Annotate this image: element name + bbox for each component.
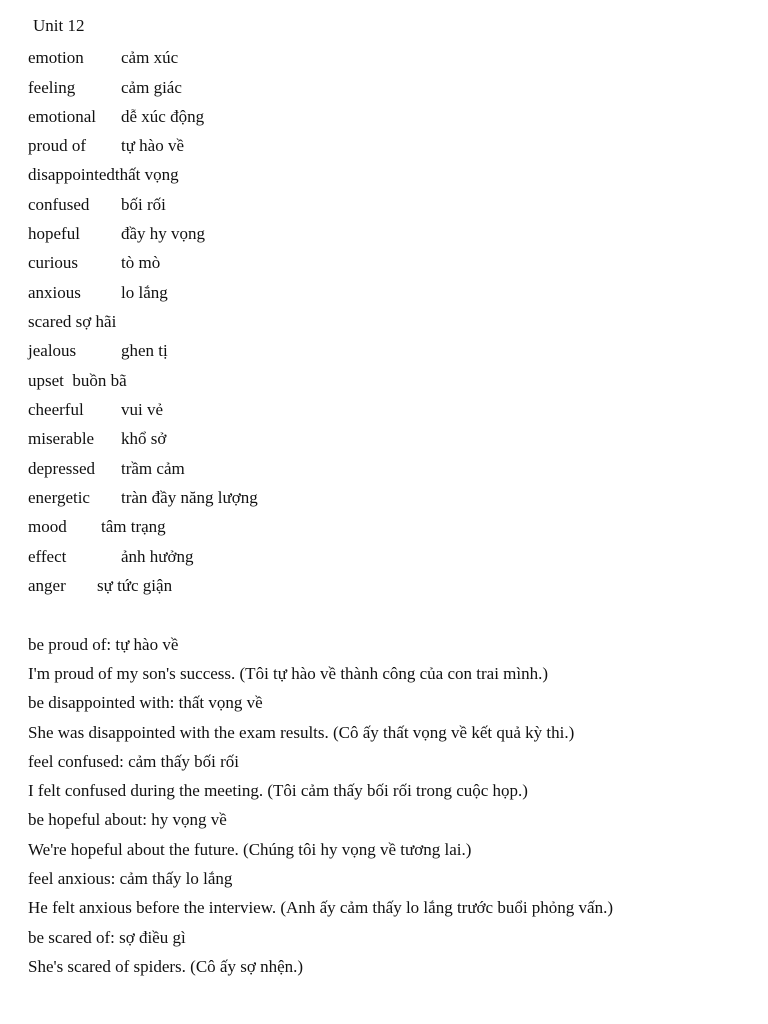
example-sentence: He felt anxious before the interview. (Anh ấy cảm thấy lo lắng trước buổi phỏng vấn.)	[28, 898, 614, 917]
vocab-row	[28, 546, 194, 568]
vocab-row	[28, 194, 166, 216]
vocab-term: effect	[28, 547, 67, 566]
vocab-term: miserable	[28, 429, 95, 448]
vocab-row	[28, 135, 184, 157]
vocab-term: proud of	[28, 136, 87, 155]
example-sentence: I felt confused during the meeting. (Tôi cảm thấy bối rối trong cuộc họp.)	[28, 781, 528, 800]
phrase-line: feel anxious: cảm thấy lo lắng	[28, 869, 233, 888]
vocab-row	[28, 487, 258, 509]
vocab-term: scared	[28, 312, 72, 331]
vocab-term: upset	[28, 371, 64, 390]
phrase-line: be disappointed with: thất vọng về	[28, 693, 263, 712]
vocab-meaning: trầm cảm	[121, 459, 185, 478]
vocab-term: emotion	[28, 48, 84, 67]
vocab-meaning: khổ sở	[121, 429, 167, 448]
vocab-row	[28, 458, 185, 480]
vocab-term: mood	[28, 517, 67, 536]
vocab-meaning: ảnh hưởng	[121, 547, 194, 566]
vocab-term: confused	[28, 195, 90, 214]
vocab-meaning: buồn bã	[72, 371, 127, 390]
phrase-line: be scared of: sợ điều gì	[28, 928, 186, 947]
vocab-row	[28, 399, 163, 421]
vocab-row	[28, 340, 168, 362]
vocab-term: emotional	[28, 107, 96, 126]
phrase-line: be hopeful about: hy vọng về	[28, 810, 227, 829]
vocab-row	[28, 164, 179, 186]
vocab-meaning: sự tức giận	[97, 576, 173, 595]
vocab-meaning: tự hào về	[121, 136, 185, 155]
vocab-term: feeling	[28, 78, 76, 97]
vocab-meaning: đầy hy vọng	[121, 224, 206, 243]
vocab-meaning: cảm xúc	[121, 48, 179, 67]
vocab-row	[28, 428, 166, 450]
vocab-term: anxious	[28, 283, 81, 302]
vocab-meaning: cảm giác	[121, 78, 182, 97]
vocab-meaning: thất vọng	[114, 165, 179, 184]
vocab-row	[28, 370, 127, 392]
vocab-row	[28, 311, 116, 333]
vocab-meaning: tò mò	[121, 253, 161, 272]
vocab-row	[28, 575, 172, 597]
vocab-row	[28, 252, 160, 274]
vocab-row	[28, 223, 205, 245]
vocab-term: energetic	[28, 488, 90, 507]
vocab-meaning: bối rối	[121, 195, 166, 214]
example-sentence: She was disappointed with the exam results. (Cô ấy thất vọng về kết quả kỳ thi.)	[28, 723, 575, 742]
example-sentence: She's scared of spiders. (Cô ấy sợ nhện.)	[28, 957, 304, 976]
vocab-term: depressed	[28, 459, 96, 478]
vocab-row	[28, 516, 166, 538]
phrase-line: be proud of: tự hào về	[28, 635, 179, 654]
example-sentence: I'm proud of my son's success. (Tôi tự hào về thành công của con trai mình.)	[28, 664, 549, 683]
vocab-term: disappointed	[28, 165, 115, 184]
vocab-row	[28, 77, 182, 99]
vocab-meaning: vui vẻ	[121, 400, 164, 419]
vocab-row	[28, 47, 178, 69]
vocab-meaning: lo lắng	[121, 283, 168, 302]
vocab-term: hopeful	[28, 224, 80, 243]
unit-title: Unit 12	[33, 16, 85, 35]
vocab-meaning: tràn đầy năng lượng	[121, 488, 258, 507]
vocab-term: jealous	[28, 341, 77, 360]
vocab-term: anger	[28, 576, 66, 595]
vocab-term: cheerful	[28, 400, 84, 419]
vocab-meaning: tâm trạng	[101, 517, 166, 536]
vocab-term: curious	[28, 253, 79, 272]
phrase-line: feel confused: cảm thấy bối rối	[28, 752, 240, 771]
vocab-row	[28, 106, 204, 128]
vocab-meaning: dễ xúc động	[121, 107, 205, 126]
vocab-meaning: sợ hãi	[75, 312, 117, 331]
vocab-row	[28, 282, 168, 304]
vocab-meaning: ghen tị	[121, 341, 168, 360]
example-sentence: We're hopeful about the future. (Chúng tôi hy vọng về tương lai.)	[28, 840, 472, 859]
